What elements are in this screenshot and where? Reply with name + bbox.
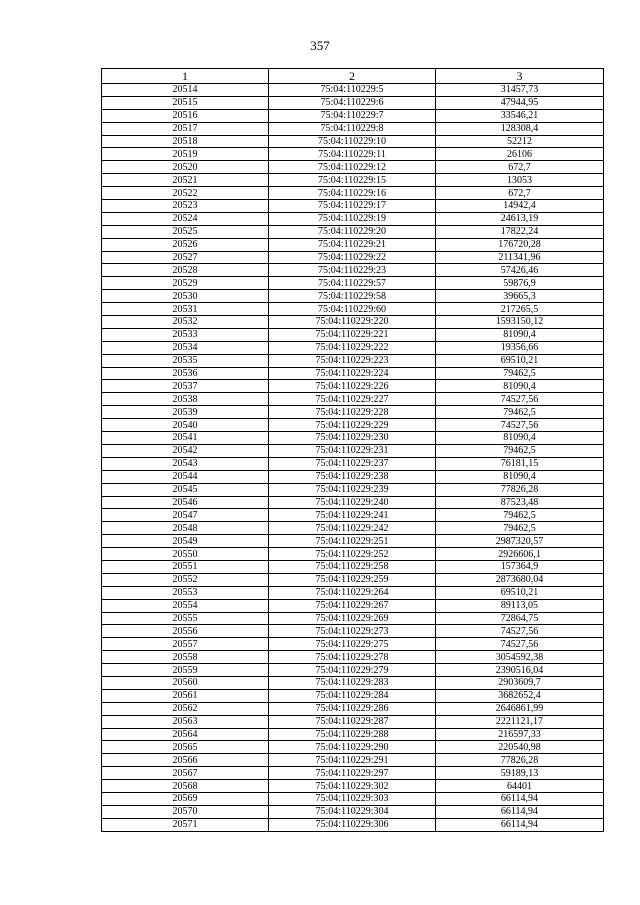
value-cell: 77826,28 [436,483,604,496]
cadastral-number-cell: 75:04:110229:7 [269,109,436,122]
cadastral-number-cell: 75:04:110229:15 [269,174,436,187]
table-row [102,715,604,728]
page-number: 357 [310,38,330,53]
value-cell: 66114,94 [436,792,604,805]
value-cell: 24613,19 [436,212,604,225]
row-number-cell: 20551 [102,560,269,573]
value-cell: 19356,66 [436,341,604,354]
row-number-cell: 20515 [102,96,269,109]
row-number-cell: 20565 [102,741,269,754]
value-cell: 17822,24 [436,225,604,238]
value-cell: 79462,5 [436,522,604,535]
table-row [102,548,604,561]
table-header [102,69,604,84]
cadastral-number-cell: 75:04:110229:11 [269,148,436,161]
value-cell: 14942,4 [436,200,604,213]
table-row [102,96,604,109]
table-row [102,328,604,341]
value-cell: 74527,56 [436,419,604,432]
cadastral-number-cell: 75:04:110229:242 [269,522,436,535]
cadastral-number-cell: 75:04:110229:220 [269,316,436,329]
table-row [102,174,604,187]
table-row [102,457,604,470]
table-row [102,316,604,329]
cadastral-number-cell: 75:04:110229:284 [269,689,436,702]
table-body [102,84,604,832]
table-row [102,161,604,174]
table-row [102,599,604,612]
table-row [102,754,604,767]
value-cell: 47944,95 [436,96,604,109]
table-row [102,225,604,238]
table-row [102,135,604,148]
table-row [102,290,604,303]
value-cell: 13053 [436,174,604,187]
cadastral-number-cell: 75:04:110229:60 [269,303,436,316]
table-row [102,406,604,419]
table-row [102,187,604,200]
cadastral-number-cell: 75:04:110229:237 [269,457,436,470]
table-row [102,419,604,432]
value-cell: 3054592,38 [436,651,604,664]
table-row [102,728,604,741]
value-cell: 81090,4 [436,432,604,445]
row-number-cell: 20524 [102,212,269,225]
value-cell: 66114,94 [436,805,604,818]
value-cell: 79462,5 [436,367,604,380]
table-row [102,148,604,161]
table-row [102,238,604,251]
table-row [102,393,604,406]
value-cell: 157364,9 [436,560,604,573]
cadastral-number-cell: 75:04:110229:278 [269,651,436,664]
value-cell: 74527,56 [436,638,604,651]
row-number-cell: 20546 [102,496,269,509]
value-cell: 672,7 [436,161,604,174]
cadastral-number-cell: 75:04:110229:16 [269,187,436,200]
row-number-cell: 20549 [102,535,269,548]
table-row [102,496,604,509]
row-number-cell: 20560 [102,676,269,689]
cadastral-number-cell: 75:04:110229:264 [269,586,436,599]
table-row [102,651,604,664]
table-row [102,432,604,445]
value-cell: 52212 [436,135,604,148]
table-row [102,612,604,625]
table-row [102,200,604,213]
cadastral-number-cell: 75:04:110229:267 [269,599,436,612]
row-number-cell: 20568 [102,780,269,793]
row-number-cell: 20545 [102,483,269,496]
value-cell: 216597,33 [436,728,604,741]
cadastral-number-cell: 75:04:110229:231 [269,444,436,457]
table-row [102,354,604,367]
cadastral-number-cell: 75:04:110229:21 [269,238,436,251]
value-cell: 31457,73 [436,84,604,97]
value-cell: 176720,28 [436,238,604,251]
row-number-cell: 20555 [102,612,269,625]
value-cell: 79462,5 [436,444,604,457]
cadastral-number-cell: 75:04:110229:259 [269,573,436,586]
cadastral-number-cell: 75:04:110229:12 [269,161,436,174]
value-cell: 211341,96 [436,251,604,264]
table-row [102,341,604,354]
value-cell: 59876,9 [436,277,604,290]
cadastral-number-cell: 75:04:110229:240 [269,496,436,509]
cadastral-number-cell: 75:04:110229:226 [269,380,436,393]
value-cell: 220540,98 [436,741,604,754]
row-number-cell: 20541 [102,432,269,445]
cadastral-number-cell: 75:04:110229:290 [269,741,436,754]
row-number-cell: 20566 [102,754,269,767]
table-row [102,522,604,535]
cadastral-number-cell: 75:04:110229:302 [269,780,436,793]
cadastral-number-cell: 75:04:110229:230 [269,432,436,445]
row-number-cell: 20554 [102,599,269,612]
value-cell: 217265,5 [436,303,604,316]
value-cell: 59189,13 [436,767,604,780]
value-cell: 69510,21 [436,354,604,367]
table-row [102,741,604,754]
header-row [102,69,604,84]
row-number-cell: 20540 [102,419,269,432]
cadastral-number-cell: 75:04:110229:304 [269,805,436,818]
value-cell: 87523,48 [436,496,604,509]
row-number-cell: 20550 [102,548,269,561]
table-row [102,251,604,264]
table-row [102,780,604,793]
value-cell: 66114,94 [436,818,604,831]
cadastral-number-cell: 75:04:110229:303 [269,792,436,805]
value-cell: 77826,28 [436,754,604,767]
table-row [102,535,604,548]
column-header-1: 1 [102,69,269,84]
row-number-cell: 20522 [102,187,269,200]
cadastral-number-cell: 75:04:110229:227 [269,393,436,406]
table-row [102,122,604,135]
table-row [102,470,604,483]
row-number-cell: 20544 [102,470,269,483]
value-cell: 81090,4 [436,470,604,483]
value-cell: 1593150,12 [436,316,604,329]
row-number-cell: 20561 [102,689,269,702]
row-number-cell: 20518 [102,135,269,148]
column-header-2: 2 [269,69,436,84]
row-number-cell: 20559 [102,664,269,677]
row-number-cell: 20516 [102,109,269,122]
value-cell: 2873680,04 [436,573,604,586]
table-row [102,664,604,677]
table-row [102,805,604,818]
cadastral-number-cell: 75:04:110229:8 [269,122,436,135]
value-cell: 74527,56 [436,393,604,406]
row-number-cell: 20533 [102,328,269,341]
table-row [102,277,604,290]
value-cell: 72864,75 [436,612,604,625]
cadastral-number-cell: 75:04:110229:283 [269,676,436,689]
row-number-cell: 20552 [102,573,269,586]
value-cell: 39665,3 [436,290,604,303]
cadastral-number-cell: 75:04:110229:221 [269,328,436,341]
row-number-cell: 20527 [102,251,269,264]
value-cell: 2221121,17 [436,715,604,728]
value-cell: 26106 [436,148,604,161]
table-row [102,689,604,702]
value-cell: 2987320,57 [436,535,604,548]
value-cell: 3682652,4 [436,689,604,702]
cadastral-number-cell: 75:04:110229:239 [269,483,436,496]
value-cell: 74527,56 [436,625,604,638]
table-row [102,625,604,638]
value-cell: 69510,21 [436,586,604,599]
value-cell: 81090,4 [436,328,604,341]
cadastral-number-cell: 75:04:110229:20 [269,225,436,238]
row-number-cell: 20570 [102,805,269,818]
value-cell: 64401 [436,780,604,793]
value-cell: 33546,21 [436,109,604,122]
row-number-cell: 20526 [102,238,269,251]
row-number-cell: 20553 [102,586,269,599]
value-cell: 81090,4 [436,380,604,393]
cadastral-number-cell: 75:04:110229:223 [269,354,436,367]
cadastral-number-cell: 75:04:110229:222 [269,341,436,354]
row-number-cell: 20537 [102,380,269,393]
table-row [102,792,604,805]
cadastral-number-cell: 75:04:110229:297 [269,767,436,780]
row-number-cell: 20538 [102,393,269,406]
row-number-cell: 20564 [102,728,269,741]
cadastral-number-cell: 75:04:110229:287 [269,715,436,728]
table-row [102,509,604,522]
row-number-cell: 20539 [102,406,269,419]
value-cell: 2646861,99 [436,702,604,715]
value-cell: 672,7 [436,187,604,200]
cadastral-number-cell: 75:04:110229:275 [269,638,436,651]
row-number-cell: 20562 [102,702,269,715]
row-number-cell: 20517 [102,122,269,135]
row-number-cell: 20530 [102,290,269,303]
row-number-cell: 20543 [102,457,269,470]
table-row [102,84,604,97]
row-number-cell: 20556 [102,625,269,638]
cadastral-number-cell: 75:04:110229:17 [269,200,436,213]
row-number-cell: 20531 [102,303,269,316]
cadastral-number-cell: 75:04:110229:23 [269,264,436,277]
row-number-cell: 20542 [102,444,269,457]
value-cell: 57426,46 [436,264,604,277]
cadastral-number-cell: 75:04:110229:5 [269,84,436,97]
table-row [102,212,604,225]
cadastral-number-cell: 75:04:110229:269 [269,612,436,625]
value-cell: 79462,5 [436,509,604,522]
cadastral-number-cell: 75:04:110229:229 [269,419,436,432]
cadastral-number-cell: 75:04:110229:238 [269,470,436,483]
table-row [102,818,604,831]
table-row [102,638,604,651]
row-number-cell: 20532 [102,316,269,329]
table-row [102,264,604,277]
table-row [102,767,604,780]
table-row [102,676,604,689]
row-number-cell: 20535 [102,354,269,367]
cadastral-number-cell: 75:04:110229:224 [269,367,436,380]
row-number-cell: 20519 [102,148,269,161]
cadastral-number-cell: 75:04:110229:251 [269,535,436,548]
cadastral-number-cell: 75:04:110229:273 [269,625,436,638]
row-number-cell: 20557 [102,638,269,651]
row-number-cell: 20547 [102,509,269,522]
cadastral-number-cell: 75:04:110229:306 [269,818,436,831]
cadastral-number-cell: 75:04:110229:279 [269,664,436,677]
row-number-cell: 20529 [102,277,269,290]
cadastral-number-cell: 75:04:110229:288 [269,728,436,741]
row-number-cell: 20514 [102,84,269,97]
value-cell: 89113,05 [436,599,604,612]
row-number-cell: 20521 [102,174,269,187]
cadastral-number-cell: 75:04:110229:22 [269,251,436,264]
row-number-cell: 20563 [102,715,269,728]
cadastral-number-cell: 75:04:110229:252 [269,548,436,561]
value-cell: 2390516,04 [436,664,604,677]
cadastral-table [101,68,604,832]
value-cell: 2926606,1 [436,548,604,561]
cadastral-number-cell: 75:04:110229:58 [269,290,436,303]
table-row [102,303,604,316]
row-number-cell: 20523 [102,200,269,213]
cadastral-number-cell: 75:04:110229:258 [269,560,436,573]
table-row [102,367,604,380]
row-number-cell: 20534 [102,341,269,354]
value-cell: 2903609,7 [436,676,604,689]
row-number-cell: 20520 [102,161,269,174]
cadastral-number-cell: 75:04:110229:241 [269,509,436,522]
cadastral-number-cell: 75:04:110229:10 [269,135,436,148]
table-row [102,560,604,573]
row-number-cell: 20558 [102,651,269,664]
table-row [102,109,604,122]
value-cell: 76181,15 [436,457,604,470]
row-number-cell: 20569 [102,792,269,805]
cadastral-number-cell: 75:04:110229:228 [269,406,436,419]
value-cell: 79462,5 [436,406,604,419]
cadastral-number-cell: 75:04:110229:291 [269,754,436,767]
row-number-cell: 20571 [102,818,269,831]
row-number-cell: 20567 [102,767,269,780]
table-row [102,573,604,586]
value-cell: 128308,4 [436,122,604,135]
row-number-cell: 20525 [102,225,269,238]
table-row [102,380,604,393]
row-number-cell: 20528 [102,264,269,277]
table-row [102,444,604,457]
table-row [102,483,604,496]
column-header-3: 3 [436,69,604,84]
table-row [102,702,604,715]
table-row [102,586,604,599]
cadastral-number-cell: 75:04:110229:286 [269,702,436,715]
cadastral-number-cell: 75:04:110229:57 [269,277,436,290]
row-number-cell: 20536 [102,367,269,380]
row-number-cell: 20548 [102,522,269,535]
cadastral-number-cell: 75:04:110229:6 [269,96,436,109]
cadastral-number-cell: 75:04:110229:19 [269,212,436,225]
